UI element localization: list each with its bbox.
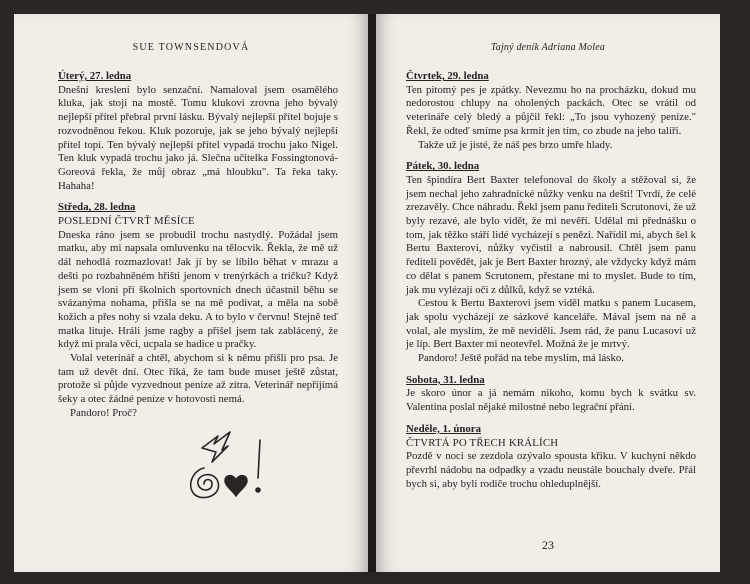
book-spine-gutter [368, 14, 376, 572]
ink-doodle [174, 426, 284, 516]
entry-paragraph: Ten pitomý pes je zpátky. Nevezmu ho na procházku, dokud mu nedorostou chlupy na oholených packách. Otec se vrátil od veterináře celý bledý a půjčil řekl: „To jsou vyhozený peníze." Řekl, že odteď smíme psa krmit jen tím, co zbude na jeho talíři. [406, 83, 696, 137]
diary-entry [58, 201, 338, 420]
page-number: 23 [542, 538, 554, 552]
diary-entry [406, 160, 696, 366]
entry-paragraph: Takže už je jisté, že náš pes brzo umře hlady. [418, 138, 613, 151]
entry-date-heading: Středa, 28. ledna [58, 201, 136, 214]
entry-paragraph: Volal veterinář a chtěl, abychom si k němu přišli pro psa. Je tam už devět dní. Otec říká, že tam bude muset ještě zůstat, protože si půjde vyzvednout peníze až zítra. Veterinář nepřijímá šeky a otec žádné peníze v hotovosti nemá. [58, 352, 338, 406]
entry-paragraph: Cestou k Bertu Baxterovi jsem viděl matku s panem Lucasem, jak spolu vycházejí ze sázkové kanceláře. Mával jsem na ně a volal, ale myslím, že mě neviděli. Jsem rád, že panu Lucasoví už je líp. Bert Baxter mi neotevřel. Možná že je mrtvý. [406, 297, 696, 351]
entry-subheading: POSLEDNÍ ČTVRŤ MĚSÍCE [58, 215, 195, 228]
lightning-bolt-icon [202, 432, 230, 462]
entry-date-heading: Sobota, 31. ledna [406, 373, 485, 386]
right-page [376, 14, 720, 572]
entry-paragraph: Pozdě v noci se zezdola ozývalo spousta křiku. V kuchyni někdo převrhl nádobu na odpadky a vzadu neustále bouchaly dveře. Přál bych si, aby byli rodiče trochu ohleduplnější. [406, 450, 696, 490]
entry-date-heading: Čtvrtek, 29. ledna [406, 70, 489, 82]
exclamation-mark-icon [258, 440, 260, 478]
entry-paragraph: Pandoro! Ještě pořád na tebe myslím, má lásko. [418, 352, 624, 365]
left-page [14, 14, 368, 572]
entry-paragraph: Dnešní kreslení bylo senzační. Namaloval jsem osamělého kluka, jak stojí na mostě. Tomu klukovi zrovna jeho bývalý nejlepší přítel přebral první lásku. Bývalý nejlepší přítel bojuje s rozvodněnou řekou. Kluk pozoruje, jak se jeho bývalý nejlepší přítel topí. Ten bývalý nejlepší přítel vypadá trochu jako Nigel. Ten kluk vypadá trochu jako já. Slečna učitelka Fossingtonová-Goreová řekla, že můj obraz „má hloubku". Ta řeka taky. Hahaha! [58, 83, 338, 192]
spiral-icon [191, 468, 219, 498]
left-text-column [58, 70, 338, 429]
diary-entry [58, 70, 338, 193]
diary-entry [406, 70, 696, 152]
entry-date-heading: Neděle, 1. února [406, 422, 481, 435]
diary-entry [406, 423, 696, 492]
right-text-column [406, 70, 696, 499]
entry-subheading: ČTVRTÁ PO TŘECH KRÁLÍCH [406, 436, 559, 449]
running-head-title: Tajný deník Adriana Molea [490, 42, 606, 53]
running-head-author: SUE TOWNSENDOVÁ [132, 42, 250, 53]
entry-date-heading: Úterý, 27. ledna [58, 70, 132, 82]
diary-entry [406, 374, 696, 415]
entry-paragraph: Je skoro únor a já nemám nikoho, komu bych k svátku sv. Valentina poslal nějaké milostné nebo legrační přání. [406, 387, 696, 414]
entry-paragraph: Pandoro! Proč? [70, 406, 137, 419]
entry-paragraph: Ten špindíra Bert Baxter telefonoval do školy a stěžoval si, že jsem nechal jeho zahradnické nůžky venku na dešti! Tvrdí, že celé zrezavěly. Chce náhradu. Řekl jsem panu řediteli Scrutonovi, že už byly rezavé, ale bylo vidět, že mi nevěří. Udělal mi přednášku o tom, jak těžko stáří lidé vycházejí s penězi. Nařídil mi, abych šel k Bertu Baxterovi, nůžky vyčistil a nabrousil. Chtěl jsem panu řediteli povědět, jak je Bert Baxter hrozný, ale vždycky když mám co dělat s panem Scrutonem, přestane mi to myslet. Bude to tím, jak mu vylézají oči z důlků, když se vztéká. [406, 173, 696, 296]
entry-date-heading: Pátek, 30. ledna [406, 160, 480, 173]
heart-icon [225, 476, 247, 496]
entry-paragraph: Dneska ráno jsem se probudil trochu nastydlý. Požádal jsem matku, aby mi napsala omluvenku na tělocvik. Řekla, že mě už dál nehodlá rozmazlovat! Jak jí by se líbilo běhat v mrazu a dešti po rozbahněném hřišti jenom v trenýrkách a tričku? Když jsem se vloni při školních sportovních dnech účastnil běhu se svázanýma nohama, přišla se na mě podívat, a měla na sobě kožich a přes nohy si vzala deku. A to bylo v červnu! Stejně teď matka lituje. Hráli jsme ragby a přišel jsem tak zablácený, že když mi prala věci, ucpala se hadice u pračky. [58, 228, 338, 351]
